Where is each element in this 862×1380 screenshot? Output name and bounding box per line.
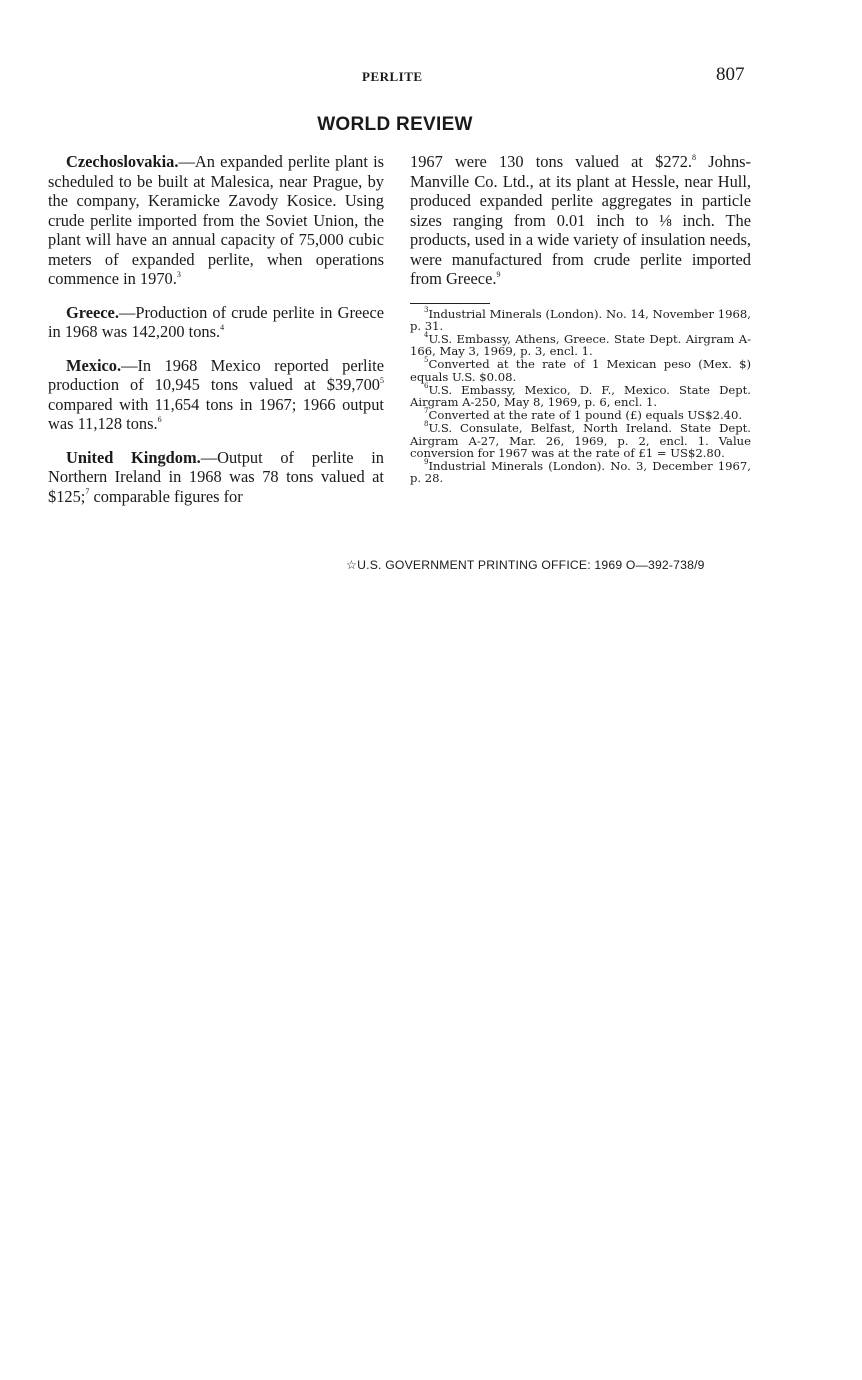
footnote-number: 5 <box>424 356 429 365</box>
paragraph-greece <box>48 303 384 342</box>
paragraph-mexico <box>48 356 384 434</box>
footnote <box>410 422 751 459</box>
footnotes <box>410 305 751 486</box>
paragraph-text: 1967 were 130 tons valued at $272. <box>410 152 693 171</box>
paragraph-czechoslovakia <box>48 152 384 289</box>
footnote-divider <box>410 303 490 304</box>
footnote-text: Industrial Minerals (London). No. 3, December 1967, p. 28. <box>410 458 751 486</box>
footnote <box>410 381 751 409</box>
footnote <box>410 409 751 421</box>
footnote-ref: 6 <box>157 414 162 424</box>
footnote <box>410 333 751 357</box>
paragraph-text: —An expanded perlite plant is scheduled to be built at Malesica, near Prague, by the company, Keramicke Zavody Kosice. Using crude perlite imported from the Soviet Union, the plant will have an annual capacity of 75,000 cubic meters of expanded perlite, when operations commence in 1970. <box>48 152 384 288</box>
paragraph-text: comparable figures for <box>89 486 243 506</box>
footnote-number: 4 <box>424 331 429 340</box>
country-heading: Greece. <box>66 302 119 322</box>
country-heading: Czechoslovakia. <box>66 152 179 171</box>
paragraph-text: Johns-Manville Co. Ltd., at its plant at Hessle, near Hull, produced expanded perlite aggregates in particle sizes ranging from 0.01 inch to ⅛ inch. The products, used in a wide variety of insulation needs, were manufactured from crude perlite imported from Greece. <box>410 152 751 288</box>
footnote-text: U.S. Consulate, Belfast, North Ireland. State Dept. Airgram A-27, Mar. 26, 1969, p. 2, encl. 1. Value conversion for 1967 was at the rate of £1 = US$2.80. <box>410 421 751 460</box>
footnote <box>410 305 751 333</box>
running-head <box>0 66 862 88</box>
footnote <box>410 358 751 382</box>
paragraph-united-kingdom-continued <box>410 152 751 289</box>
footnote-text: Industrial Minerals (London). No. 14, November 1968, p. 31. <box>410 306 751 333</box>
footnote <box>410 460 751 484</box>
footnote-ref: 7 <box>85 487 90 497</box>
section-title: WORLD REVIEW <box>317 114 473 135</box>
running-head-title: PERLITE <box>362 69 423 84</box>
paragraph-text: —Production of crude perlite in Greece in 1968 was 142,200 tons. <box>48 302 384 341</box>
footnote-text: U.S. Embassy, Mexico, D. F., Mexico. State Dept. Airgram A-250, May 8, 1969, p. 6, encl. 1. <box>410 382 751 409</box>
footnote-ref: 4 <box>220 322 225 332</box>
country-heading: United Kingdom. <box>66 447 201 467</box>
right-column <box>410 152 751 485</box>
page-number: 807 <box>716 64 745 85</box>
footnote-number: 7 <box>424 407 429 416</box>
footnote-text: Converted at the rate of 1 pound (£) equals US$2.40. <box>428 408 743 423</box>
footnote-ref: 5 <box>380 375 384 385</box>
footnote-text: U.S. Embassy, Athens, Greece. State Dept. Airgram A-166, May 3, 1969, p. 3, encl. 1. <box>410 331 751 359</box>
footnote-number: 6 <box>424 381 429 390</box>
footnote-ref: 8 <box>692 152 697 162</box>
footnote-number: 9 <box>424 458 429 467</box>
footnote-text: Converted at the rate of 1 Mexican peso (Mex. $) equals U.S. $0.08. <box>410 357 751 384</box>
paragraph-text: —In 1968 Mexico reported perlite production of 10,945 tons valued at $39,700 <box>48 355 384 394</box>
footnote-number: 3 <box>424 305 429 314</box>
paragraph-united-kingdom <box>48 448 384 507</box>
printing-office-imprint: ☆U.S. GOVERNMENT PRINTING OFFICE: 1969 O—392-738/9 <box>346 558 705 572</box>
country-heading: Mexico. <box>66 355 122 375</box>
footnote-number: 8 <box>424 420 429 429</box>
footnote-ref: 9 <box>496 269 501 279</box>
footnote-ref: 3 <box>176 269 181 279</box>
paragraph-text: compared with 11,654 tons in 1967; 1966 output was 11,128 tons. <box>48 394 384 433</box>
paragraph-text: —Output of perlite in Northern Ireland in 1968 was 78 tons valued at $125; <box>48 447 384 506</box>
left-column <box>48 152 384 520</box>
